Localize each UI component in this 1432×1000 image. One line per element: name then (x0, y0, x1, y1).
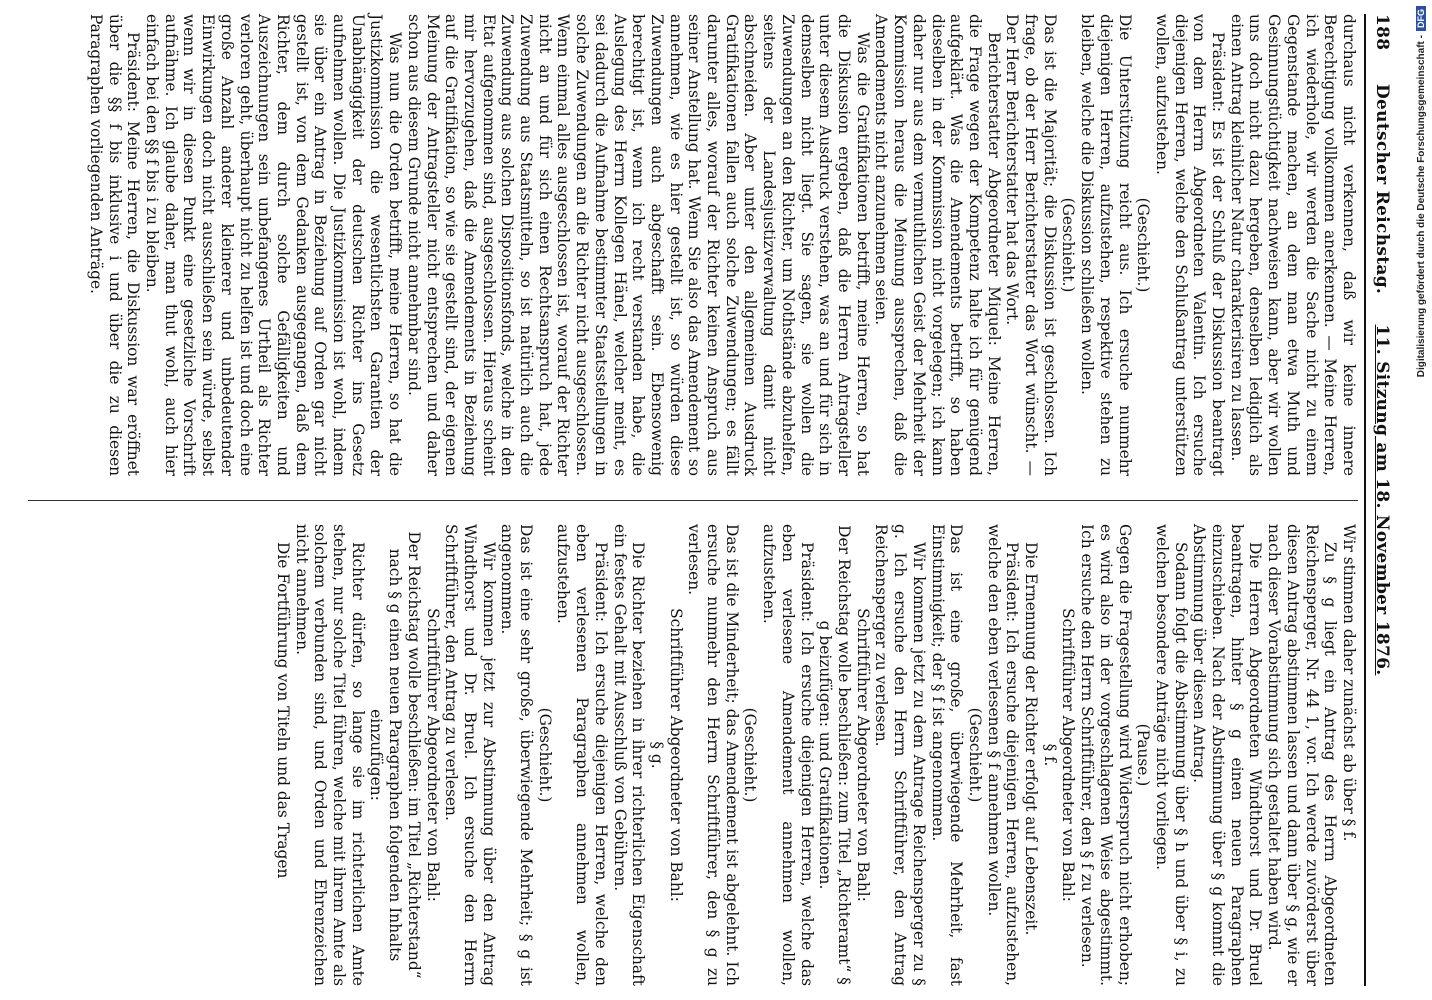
right_column-paragraph: Richter dürfen, so lange sie im richterlichen Amte stehen, nur solche Titel führen, welche mit ihrem Amte als solchem verbunden sind, und Orden und Ehrenzeichen nicht annehmen. (292, 524, 367, 986)
dfg-logo: DFG (1416, 6, 1426, 31)
right_column-paragraph: Zu § g liegt ein Antrag des Herrn Abgeordneten Reichensperger, Nr. 44 1, vor. Ich werde zuvörderst über diesen Antrag abstimmen lassen und dann über § g, wie er nach dieser Vorabstimmung sich gestaltet haben wird. (1265, 524, 1340, 986)
left_column-paragraph: durchaus nicht verkennen, daß wir keine innere Berechtigung vollkommen anerkennen. — Meine Herren, ich wiederhole, wir werden die Sache nicht zu einem Gegenstande machen, an dem man etwa Muth und Gesinnungstüchtigkeit nachweisen kann, aber wir wollen uns doch nicht dazu hergeben, denselben lediglich als einen Antrag kleinlicher Natur charakterisiren zu lassen. (1227, 14, 1358, 476)
right_column-paragraph: Gegen die Fragestellung wird Widerspruch nicht erhoben; es wird also in der vorgeschlagenen Weise abgestimmt. Ich ersuche den Herrn Schriftführer, den § f zu verlesen. (1078, 524, 1134, 986)
left_column-paragraph: Was die Gratifikationen betrifft, meine Herren, so hat die Diskussion ergeben, daß die Herren Antragsteller unter diesem Ausdruck verstehen, was an und für sich in demselben nicht liegt. Sie sagen, sie wollen die Zuwendungen an den Richter, um Nothstände abzuhelfen, seitens der Landesjustizverwaltung damit nicht abschneiden. Aber unter den allgemeinen Ausdruck Gratifikationen fallen auch solche Zuwendungen; es fällt darunter alles, worauf der Richter keinen Anspruch aus seiner Anstellung hat. Wenn Sie also das Amendement so annehmen, wie es hier gestellt ist, so würden diese Zuwendungen auch abgeschafft sein. Ebensowenig berechtigt ist, wenn ich recht verstanden habe, die Auslegung des Herrn Kollegen Hänel, welcher meint, es sei dadurch die Aufnahme bestimmter Staatsstellungen in solche Zuwendungen an die Richter nicht ausgeschlossen. Wenn einmal alles ausgeschlossen ist, worauf der Richter nicht an und für sich einen Rechtsanspruch hat, jede Zuwendung aus Staatsmitteln, so ist natürlich auch die Zuwendung aus solchen Dispositionsfonds, welche in den Etat aufgenommen sind, ausgeschlossen. Hieraus scheint mir hervorzugehen, daß die Amendements in Beziehung auf die Gratifikation, so wie sie gestellt sind, der eigenen Meinung der Antragsteller nicht entsprechen und daher schon aus diesem Grunde nicht annehmbar sind. (404, 14, 872, 476)
right_column-paragraph: Präsident: Ich ersuche diejenigen Herren, welche das eben verlesene Amendement annehmen wollen, aufzustehen. (760, 524, 816, 986)
left_column-paragraph: Die Unterstützung reicht aus. Ich ersuche nunmehr diejenigen Herren, aufzustehen, respektive stehen zu bleiben, welche die Diskussion schließen wollen. (1078, 14, 1134, 476)
right_column-paragraph: Das ist eine große, überwiegende Mehrheit, fast Einstimmigkeit; der § f ist angenommen. (928, 524, 966, 986)
session-title: 11. Sitzung am 18. November 1876. (1372, 324, 1392, 676)
right_column-paragraph: Präsident: Ich ersuche diejenigen Herren, aufzustehen, welche den eben verlesenen § f annehmen wollen. (984, 524, 1022, 986)
right_column-paragraph: Präsident: Ich ersuche diejenigen Herren, welche den eben verlesenen Paragraphen annehmen wollen, aufzustehen. (554, 524, 610, 986)
right_column-paragraph: Schriftführer Abgeordneter von Bahl: (853, 608, 872, 902)
right_column-paragraph: (Pause.) (1134, 723, 1153, 787)
right_column-paragraph: Die Herren Abgeordneten Windthorst und Dr. Bruel beantragen, hinter § g einen neuen Paragraphen einzuschieben. Nach der Abstimmung über § g kommt die Abstimmung über diesen Antrag. (1190, 524, 1265, 986)
right_column-paragraph: Die Fortführung von Titeln und das Tragen (273, 542, 292, 879)
left_column-paragraph: Präsident: Meine Herren, die Diskussion war eröffnet über die §§ f bis inklusive i und über die zu diesen Paragraphen vorliegenden Anträge. (86, 14, 143, 476)
right_column-paragraph: Sodann folgt die Abstimmung über § h und über § i, zu welchen besondere Anträge nicht vorliegen. (1152, 524, 1190, 986)
right_column-paragraph: Der Reichstag wolle beschließen: zum Titel „Richteramt“ § g beizufügen: und Gratifikationen. (816, 525, 854, 985)
left_column-paragraph: (Geschieht.) (1059, 197, 1078, 293)
right_column-paragraph: Die Richter beziehen in ihrer richterlichen Eigenschaft ein festes Gehalt mit Ausschluß von Gebühren. (610, 524, 648, 986)
right_column-paragraph: (Geschieht.) (535, 707, 554, 803)
right_column-paragraph: (Geschieht.) (741, 707, 760, 803)
right_column-paragraph: Wir kommen jetzt zur Abstimmung über den Antrag Windthorst und Dr. Bruel. Ich ersuche den Herrn Schriftführer, den Antrag zu verlesen. (442, 524, 498, 986)
left_column-paragraph: Das ist die Majorität; die Diskussion ist geschlossen. Ich frage, ob der Herr Berichterstatter das Wort wünscht. — Der Herr Berichterstatter hat das Wort. (1003, 14, 1059, 476)
left-column (86, 14, 1358, 476)
page-number: 188 (1372, 14, 1392, 51)
right_column-paragraph: Schriftführer Abgeordneter von Bahl: (666, 608, 685, 902)
right_column-paragraph: § g. (647, 741, 666, 769)
page-header (1368, 14, 1394, 986)
right_column-paragraph: Das ist eine sehr große, überwiegende Mehrheit; § g ist angenommen. (498, 524, 536, 986)
right_column-paragraph: Das ist die Minderheit; das Amendement ist abgelehnt. Ich ersuche nunmehr den Herrn Schriftführer, den § g zu verlesen. (685, 524, 741, 986)
right-column (273, 524, 1358, 986)
left_column-paragraph: (Geschieht.) (1134, 197, 1153, 293)
right_column-paragraph: Wir stimmen daher zunächst ab über § f. (1340, 524, 1358, 842)
digitization-credit (1416, 6, 1430, 996)
right_column-paragraph: Der Reichstag wolle beschließen: im Titel „Richterstand“ nach § g einen neuen Paragraphen folgenden Inhalts einzufügen: (367, 531, 423, 979)
right_column-paragraph: (Geschieht.) (965, 707, 984, 803)
left_column-paragraph: Präsident: Es ist der Schluß der Diskussion beantragt von dem Herrn Abgeordneten Valentin. Ich ersuche diejenigen Herren, welche den Schlußantrag unterstützen wollen, aufzustehen. (1152, 14, 1228, 476)
right_column-paragraph: Wir kommen jetzt zu dem Antrage Reichensperger zu § g. Ich ersuche den Herrn Schriftführer, den Antrag Reichensperger zu verlesen. (872, 524, 928, 986)
header-rule (1364, 14, 1366, 986)
right_column-paragraph: Die Ernennung der Richter erfolgt auf Lebenszeit. (1022, 542, 1041, 936)
column-divider (28, 500, 1358, 501)
left_column-paragraph: Berichterstatter Abgeordneter Miquel: Meine Herren, die Frage wegen der Kompetenz halte ich für genügend aufgeklärt. Was die Amendements betrifft, so haben dieselben in der Kommission nicht vorgelegen; ich kann daher nur aus dem vermuthlichen Geist der Mehrheit der Kommission heraus die Meinung aussprechen, daß die Amendements nicht anzunehmen seien. (872, 14, 1003, 476)
right_column-paragraph: § f. (1040, 743, 1059, 767)
left_column-paragraph: Was nun die Orden betrifft, meine Herren, so hat die Justizkommission die wesentlichsten Garantien der Unabhängigkeit der deutschen Richter ins Gesetz aufnehmen wollen. Die Justizkommission ist wohl, indem sie über ein Antrag in Beziehung auf Orden gar nicht gestellt ist, von dem Gedanken ausgegangen, daß dem Richter, dem durch solche Gefälligkeiten und Auszeichnungen sein unbefangenes Urtheil als Richter verloren geht, überhaupt nicht zu helfen ist und doch eine große Anzahl anderer kleinerer und unbedeutender Einwirkungen doch nicht ausschließen sein würde, selbst wenn wir in diesen Punkt eine gesetzliche Vorschrift aufnähme. Ich glaube daher, man thut wohl, auch hier einfach bei den §§ f bis i zu bleiben. (143, 14, 405, 476)
right_column-paragraph: Schriftführer Abgeordneter von Bahl: (423, 608, 442, 902)
right_column-paragraph: Schriftführer Abgeordneter von Bahl: (1059, 608, 1078, 902)
credit-text: Digitalisierung gefördert durch die Deutsche Forschungsgemeinschaft - (1416, 35, 1427, 378)
running-title: Deutscher Reichstag. (1372, 84, 1392, 295)
